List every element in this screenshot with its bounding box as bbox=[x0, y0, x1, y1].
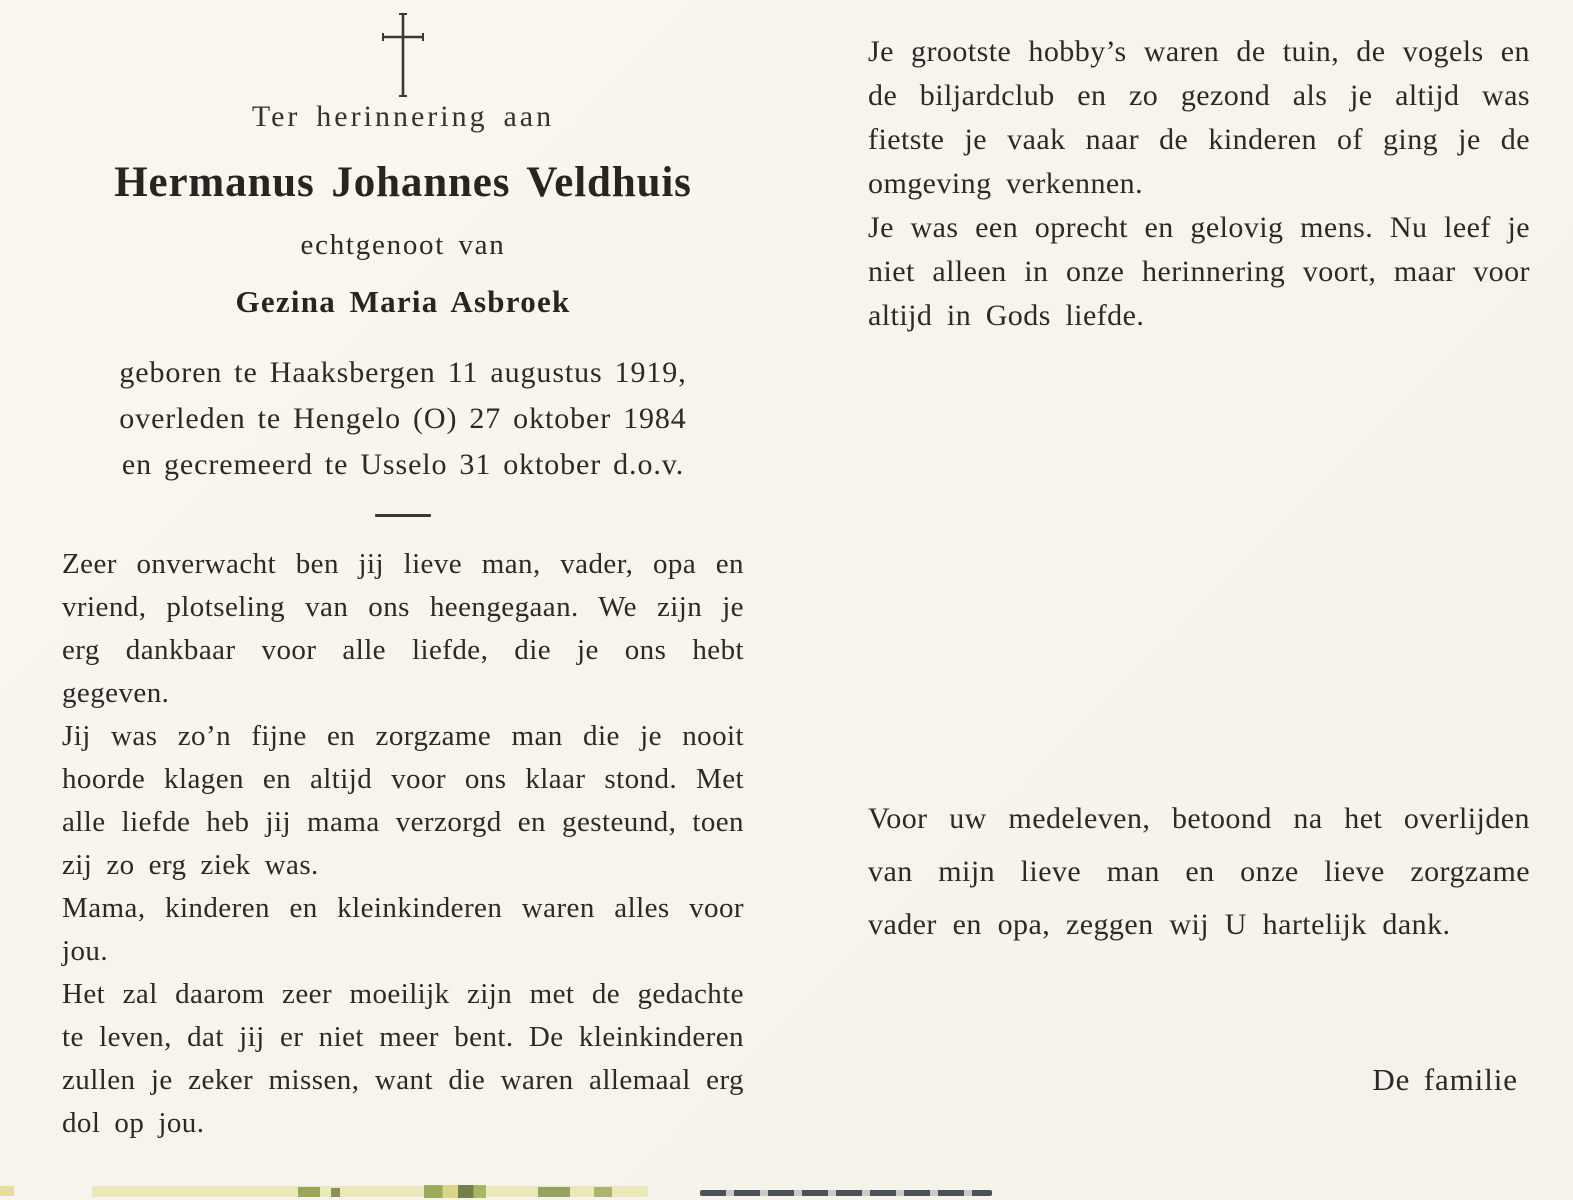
left-column bbox=[62, 0, 744, 1200]
deceased-name: Hermanus Johannes Veldhuis bbox=[114, 159, 692, 206]
relation-label: echtgenoot van bbox=[300, 229, 506, 261]
memorial-paragraph: Zeer onverwacht ben jij lieve man, vader, opa en vriend, plotseling van ons heengegaan. We zijn je erg dankbaar voor alle liefde, die je ons hebt gegeven. bbox=[62, 548, 744, 709]
cross-icon bbox=[62, 0, 744, 96]
cremation-line: en gecremeerd te Usselo 31 oktober d.o.v. bbox=[121, 448, 685, 481]
memorial-paragraph: Je was een oprecht en gelovig mens. Nu leef je niet alleen in onze herinnering voort, maar voor altijd in Gods liefde. bbox=[868, 211, 1530, 332]
acknowledgement-paragraph: Voor uw medeleven, betoond na het overlijden van mijn lieve man en onze lieve zorgzame vader en opa, zeggen wij U hartelijk dank. bbox=[868, 802, 1530, 941]
divider bbox=[375, 514, 431, 517]
memorial-paragraph: Het zal daarom zeer moeilijk zijn met de gedachte te leven, dat jij er niet meer bent. De kleinkinderen zullen je zeker missen, want die waren allemaal erg dol op jou. bbox=[62, 978, 744, 1139]
death-line: overleden te Hengelo (O) 27 oktober 1984 bbox=[119, 402, 687, 435]
scan-artifact bbox=[0, 1186, 14, 1196]
memorial-paragraph: Mama, kinderen en kleinkinderen waren alles voor jou. bbox=[62, 892, 744, 967]
spouse-name: Gezina Maria Asbroek bbox=[235, 284, 571, 319]
memorial-paragraph: Je grootste hobby’s waren de tuin, de vogels en de biljardclub en zo gezond als je altijd was fietste je vaak naar de kinderen of ging je de omgeving verkennen. bbox=[868, 35, 1530, 200]
memorial-text-right bbox=[868, 0, 1530, 338]
memorial-intro: Ter herinnering aan bbox=[251, 100, 555, 133]
birth-line: geboren te Haaksbergen 11 augustus 1919, bbox=[119, 356, 687, 389]
memorial-text-left bbox=[62, 543, 744, 1145]
family-signature: De familie bbox=[1372, 1062, 1518, 1097]
right-column bbox=[868, 0, 1530, 1200]
life-dates bbox=[62, 350, 744, 488]
memorial-paragraph: Jij was zo’n fijne en zorgzame man die je nooit hoorde klagen en altijd voor ons klaar stond. Met alle liefde heb jij mama verzorgd en gesteund, toen zij zo erg ziek was. bbox=[62, 720, 744, 881]
